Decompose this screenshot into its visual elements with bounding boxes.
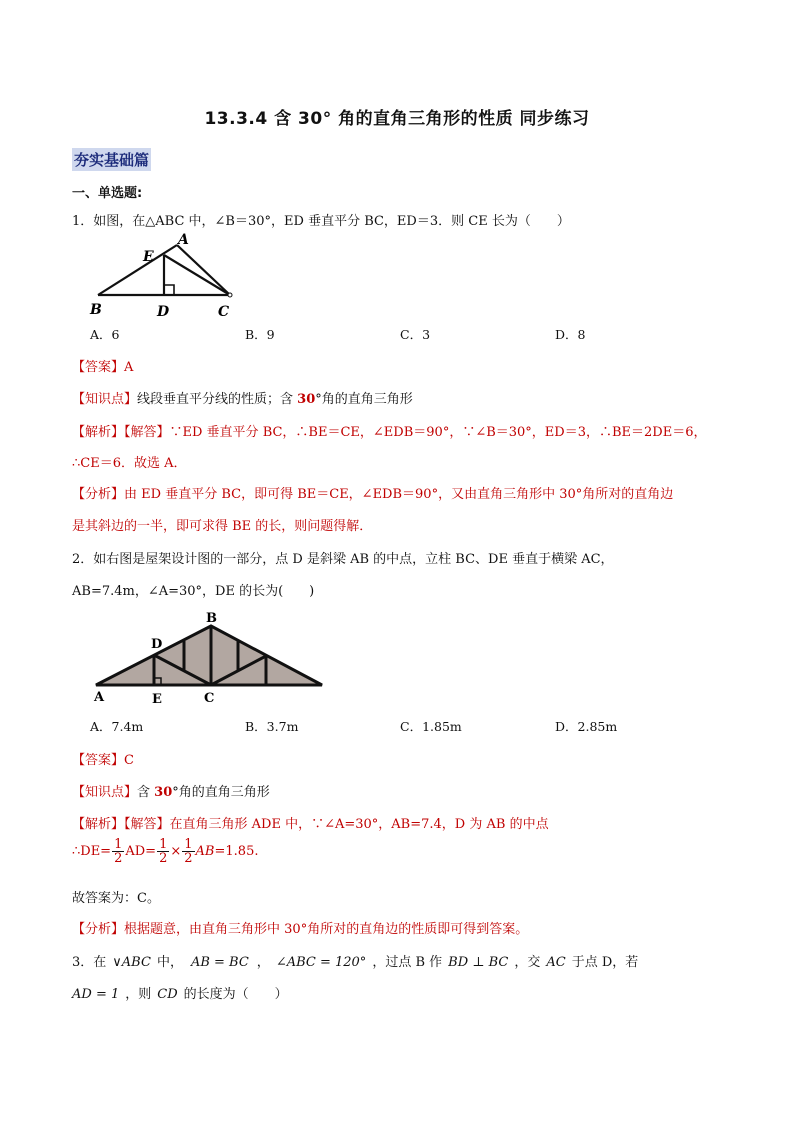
solution-text: ∵ED 垂直平分 BC，∴BE＝CE，∠EDB＝90°，∵∠B＝30°，ED＝3，∴BE＝2DE＝6， (169, 425, 707, 440)
fig2-label-a: A (94, 690, 105, 705)
solution-text: 在直角三角形 ADE 中，∵∠A=30°，AB=7.4，D 为 AB 的中点 (169, 817, 549, 832)
question-2-text-line-2: AB=7.4m，∠A=30°，DE 的长为( ) (72, 584, 315, 599)
kp-text-b: °角的直角三角形 (172, 785, 270, 800)
analysis-text: 根据题意，由直角三角形中 30°角所对的直角边的性质即可得到答案。 (124, 922, 529, 937)
q3-expr-cd: CD (157, 987, 178, 1002)
q2-answer (72, 749, 134, 768)
fraction-denominator: 2 (184, 851, 193, 866)
analysis-text: 由 ED 垂直平分 BC，即可得 BE＝CE，∠EDB＝90°，又由直角三角形中 30°角所对的直角边 (124, 487, 674, 502)
fraction-numerator: 1 (114, 837, 123, 852)
q1-option-a: A．6 (90, 327, 120, 342)
q3-text: 于点 D，若 (571, 955, 639, 970)
question-2-figure (86, 610, 332, 706)
fig2-label-b: B (206, 611, 217, 626)
q1-analysis-line-2: 是其斜边的一半，即可求得 BE 的长，则问题得解． (72, 519, 373, 534)
analysis-tag: 【分析】 (72, 922, 125, 937)
kp-number: 30 (154, 785, 173, 800)
fraction-numerator: 1 (159, 837, 168, 852)
fraction-denominator: 2 (159, 851, 168, 866)
formula-part-b: AD= (125, 844, 157, 859)
kp-text-a: 含 (137, 785, 155, 800)
question-2-text-line-1: 2．如右图是屋架设计图的一部分，点 D 是斜梁 AB 的中点，立柱 BC、DE 垂直于横梁 AC， (72, 552, 614, 567)
q1-option-d: D．8 (555, 327, 586, 342)
fig2-label-c: C (204, 691, 215, 706)
fraction-2 (157, 838, 169, 865)
q2-option-c: C．1.85m (400, 719, 462, 734)
q1-option-c: C．3 (400, 327, 431, 342)
section-heading: 一、单选题: (72, 186, 143, 201)
q3-text: ，交 (514, 955, 541, 970)
times-sign: × (170, 844, 182, 859)
kp-text-b: °角的直角三角形 (315, 392, 413, 407)
q2-solution-formula (72, 838, 258, 865)
fig2-label-d: D (151, 637, 163, 652)
section-label: 夯实基础篇 (72, 148, 151, 171)
formula-part-c: AB (195, 844, 215, 859)
q3-number: 3．在 (72, 955, 107, 970)
formula-part-d: =1.85. (214, 844, 259, 859)
fraction-numerator: 1 (184, 837, 193, 852)
q2-solution-line-1 (72, 813, 549, 832)
q3-text: ，过点 B 作 (372, 955, 443, 970)
page-title: 13.3.4 含 30° 角的直角三角形的性质 同步练习 (204, 109, 590, 129)
fig1-label-c: C (218, 304, 230, 320)
q1-solution-line-1 (72, 421, 706, 440)
fraction-1 (112, 838, 124, 865)
q3-expr-angle: ∠ABC = 120° (275, 955, 367, 970)
q3-expr-perp: BD ⊥ BC (448, 955, 509, 970)
q3-text: 中， (156, 955, 183, 970)
fig2-label-e: E (152, 692, 162, 706)
q2-option-b: B．3.7m (245, 719, 299, 734)
solution-tag: 【解析】【解答】 (72, 817, 170, 832)
kp-text-a: 线段垂直平分线的性质；含 (137, 392, 298, 407)
q2-conclusion: 故答案为：C。 (72, 891, 160, 906)
q1-answer (72, 356, 133, 375)
q3-text: ， (256, 955, 270, 970)
q2-knowledge-point (72, 781, 270, 800)
q3-triangle: ∨ABC (112, 955, 151, 970)
question-1-figure (84, 228, 244, 320)
q1-analysis-line-1 (72, 483, 673, 502)
fig1-label-a: A (178, 232, 189, 248)
analysis-tag: 【分析】 (72, 487, 125, 502)
fig1-label-b: B (90, 302, 102, 318)
q1-knowledge-point (72, 388, 413, 407)
q3-expr-ad: AD = 1 (72, 987, 120, 1002)
q1-option-b: B．9 (245, 327, 275, 342)
q2-analysis-line-1 (72, 918, 528, 937)
fig1-label-e: E (143, 249, 154, 265)
question-3-text-line-2 (72, 983, 288, 1002)
solution-tag: 【解析】【解答】 (72, 425, 170, 440)
answer-tag: 【答案】 (72, 753, 125, 768)
q3-text: ，则 (125, 987, 152, 1002)
question-3-text-line-1 (72, 951, 638, 970)
formula-part-a: ∴DE= (72, 844, 112, 859)
q2-option-a: A．7.4m (90, 719, 144, 734)
fig1-label-d: D (157, 304, 170, 320)
q3-expr-ac: AC (546, 955, 566, 970)
q3-text: 的长度为（ ） (183, 987, 288, 1002)
fraction-denominator: 2 (114, 851, 123, 866)
question-1-text: 1．如图，在△ABC 中，∠B＝30°，ED 垂直平分 BC，ED＝3．则 CE 长为（ ） (72, 214, 570, 229)
answer-value: C (124, 753, 134, 768)
answer-tag: 【答案】 (72, 360, 125, 375)
kp-tag: 【知识点】 (72, 392, 138, 407)
q2-option-d: D．2.85m (555, 719, 618, 734)
q1-solution-line-2: ∴CE＝6．故选 A． (72, 456, 187, 471)
fraction-3 (182, 838, 194, 865)
q3-expr-ab-bc: AB = BC (190, 955, 249, 970)
kp-number: 30 (297, 392, 316, 407)
kp-tag: 【知识点】 (72, 785, 138, 800)
answer-value: A (124, 360, 134, 375)
